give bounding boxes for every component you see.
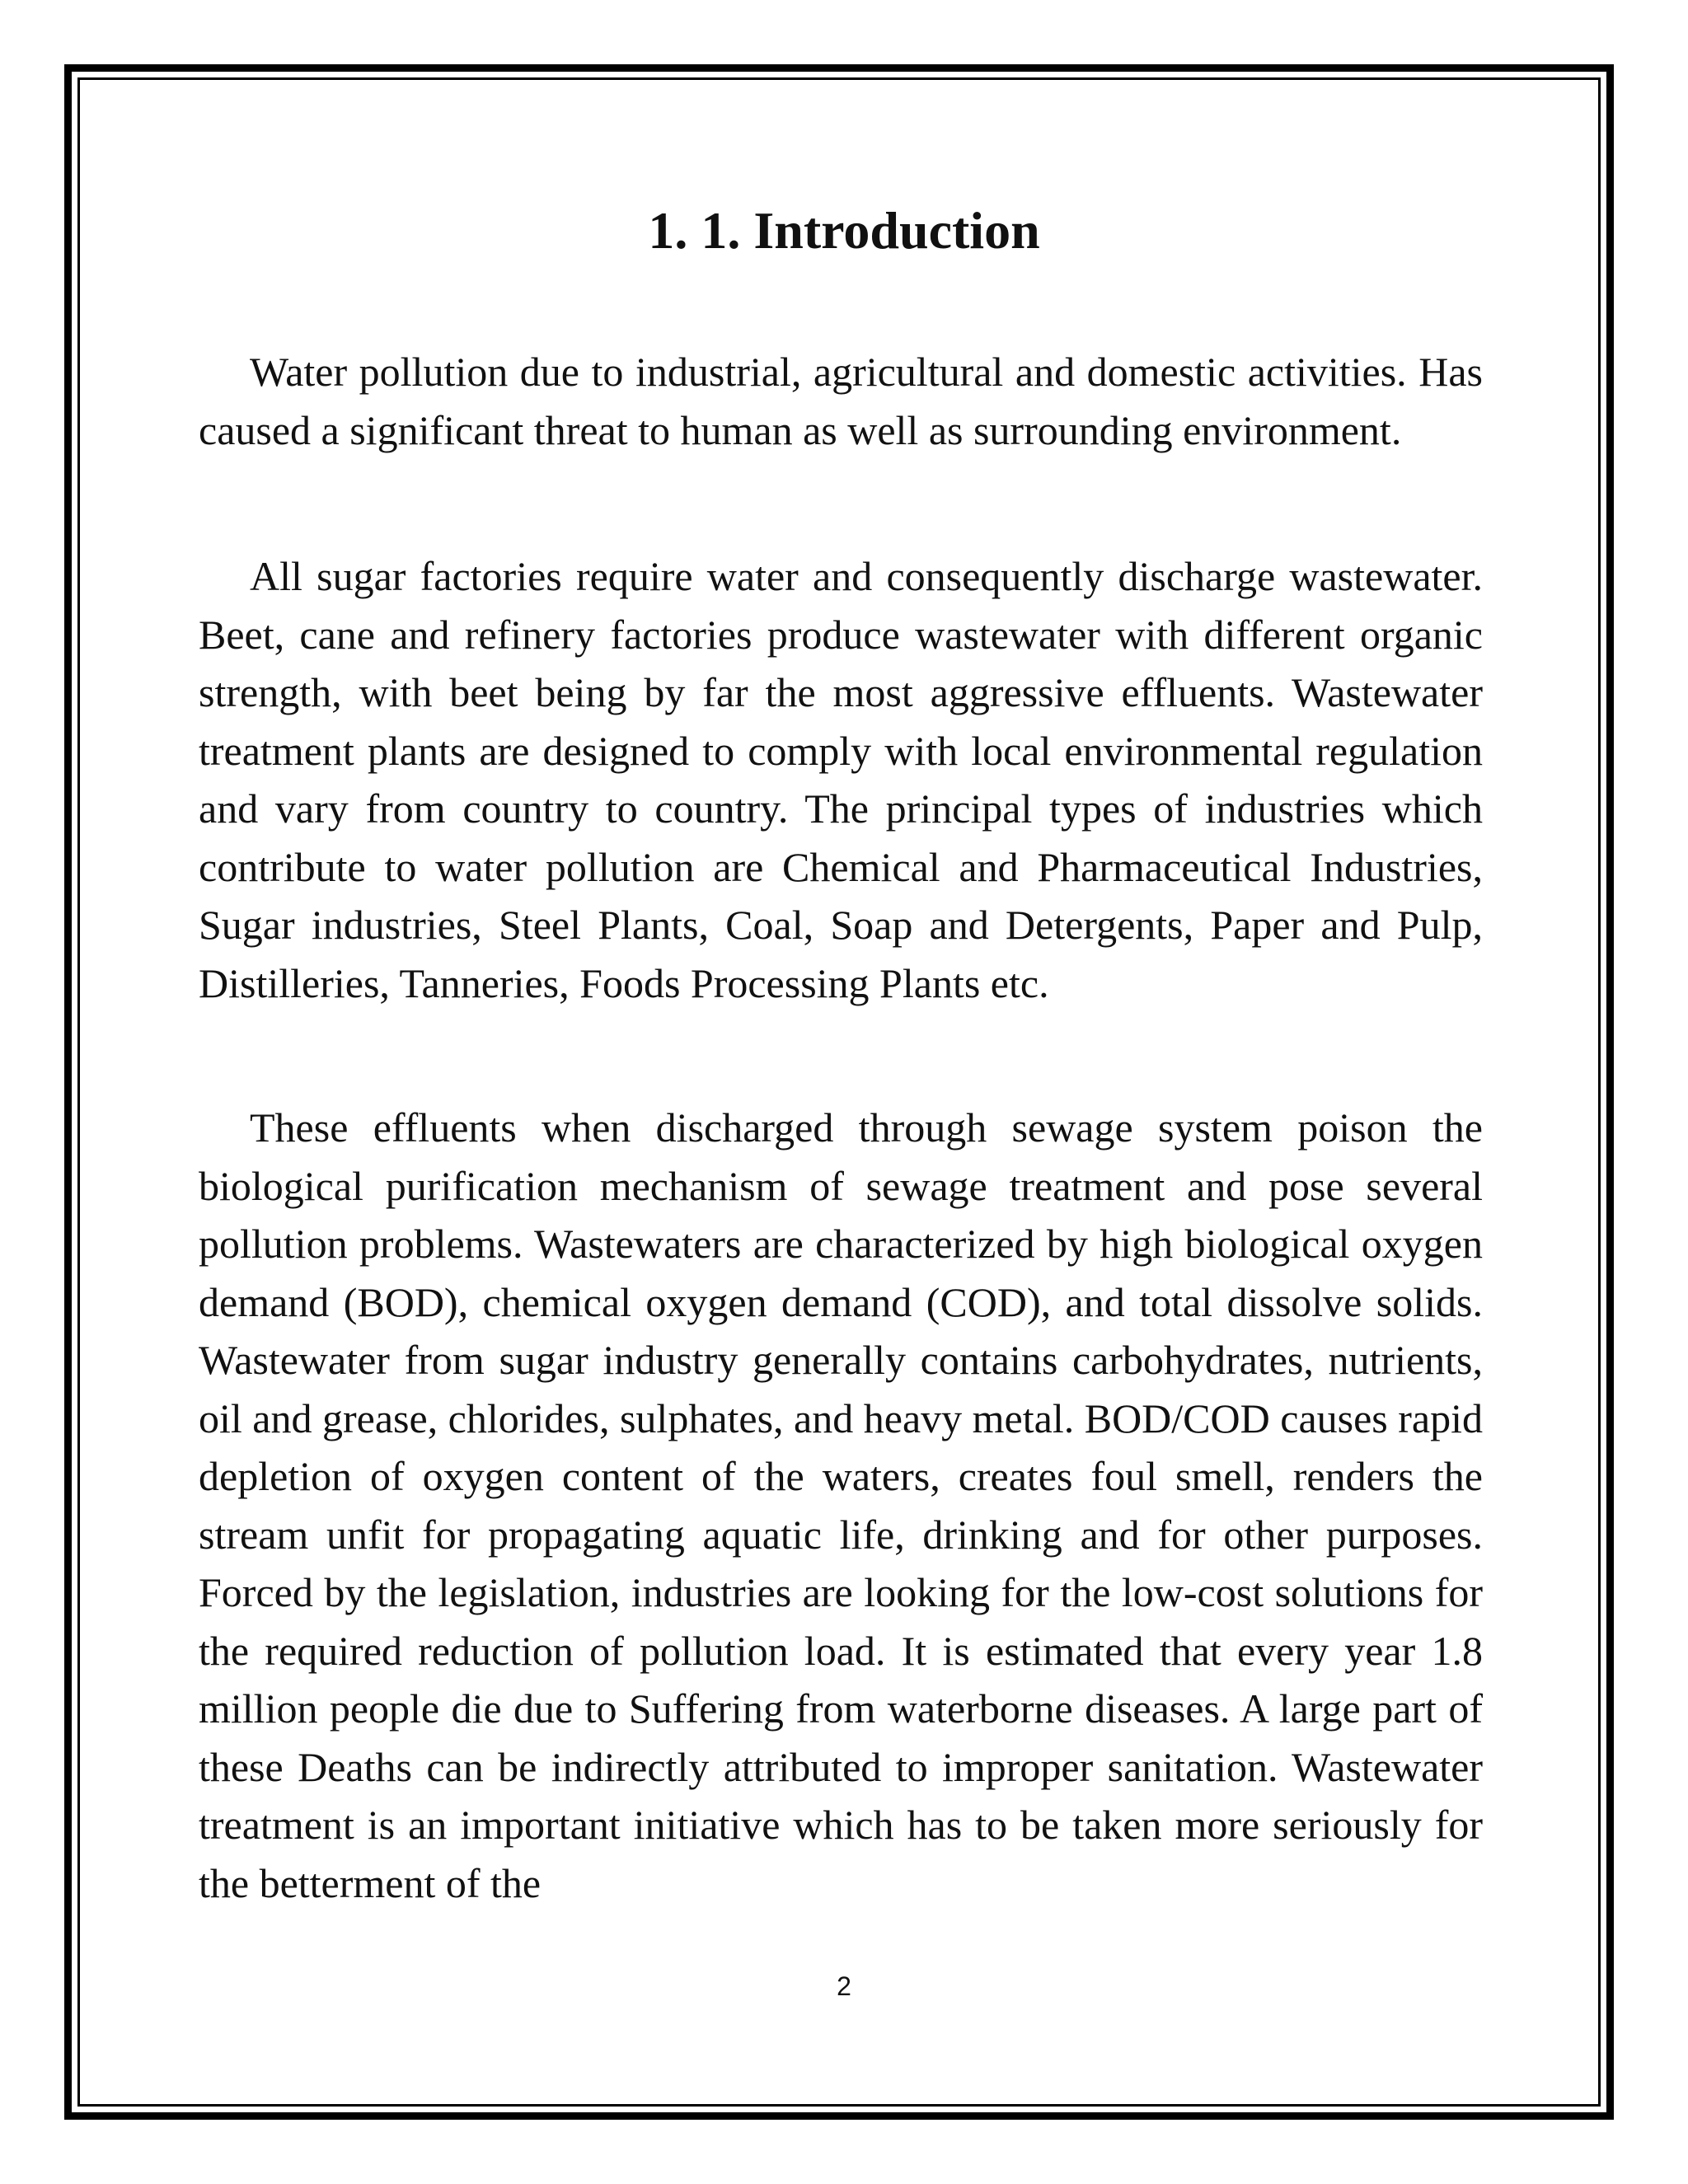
paragraph-1: Water pollution due to industrial, agricultural and domestic activities. Has caused a significant threat to human as well as surrounding environment. bbox=[199, 349, 1483, 453]
section-heading: 1. 1. Introduction bbox=[648, 201, 1040, 260]
paragraph-2: All sugar factories require water and consequently discharge wastewater. Beet, cane and refinery factories produce wastewater with different organic strength, with beet being by far the most aggressive effluents. Wastewater treatment plants are designed to comply with local environmental regulation and vary from country to country. The principal types of industries which contribute to water pollution are Chemical and Pharmaceutical Industries, Sugar industries, Steel Plants, Coal, Soap and Detergents, Paper and Pulp, Distilleries, Tanneries, Foods Processing Plants etc. bbox=[199, 553, 1483, 1006]
paragraph-3: These effluents when discharged through sewage system poison the biological purification mechanism of sewage treatment and pose several pollution problems. Wastewaters are characterized by high biological oxygen demand (BOD), chemical oxygen demand (COD), and total dissolve solids. Wastewater from sugar industry generally contains carbohydrates, nutrients, oil and grease, chlorides, sulphates, and heavy metal. BOD/COD causes rapid depletion of oxygen content of the waters, creates foul smell, renders the stream unfit for propagating aquatic life, drinking and for other purposes. Forced by the legislation, industries are looking for the low-cost solutions for the required reduction of pollution load. It is estimated that every year 1.8 million people die due to Suffering from waterborne diseases. A large part of these Deaths can be indirectly attributed to improper sanitation. Wastewater treatment is an important initiative which has to be taken more seriously for the betterment of the bbox=[199, 1104, 1483, 1906]
page-number: 2 bbox=[837, 1971, 851, 2001]
